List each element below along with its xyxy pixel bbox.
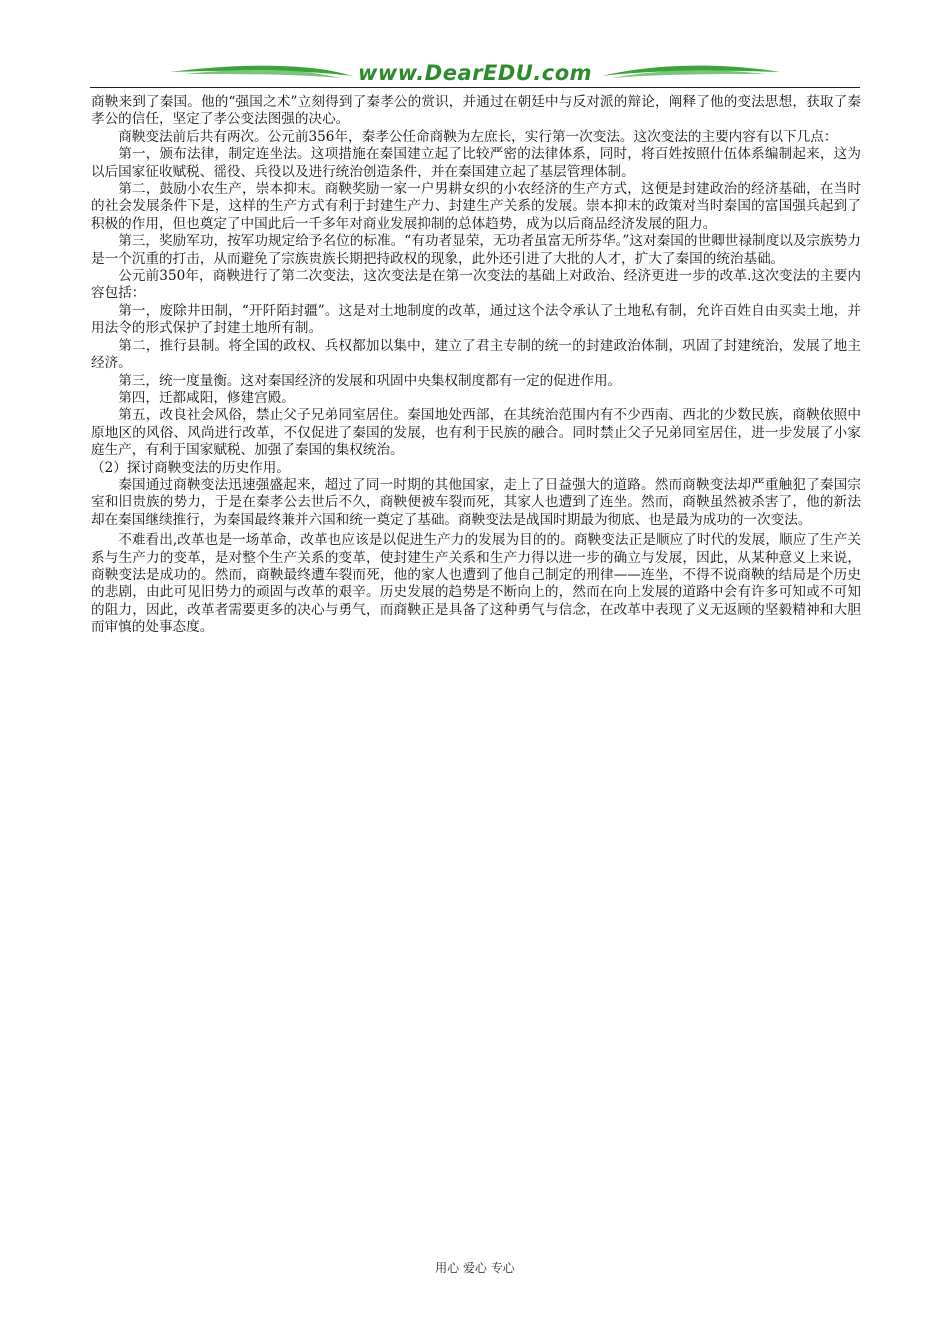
paragraph-9: 第三，统一度量衡。这对秦国经济的发展和巩固中央集权制度都有一定的促进作用。	[118, 372, 622, 389]
paragraph-13: 不难看出,改革也是一场革命，改革也应该是以促进生产力的发展为目的的。商鞅变法正是顺应了时代的发展，顺应了生产关系与生产力的变革，是对整个生产关系的变革，使封建生产关系和生产力得以进一步的确立与发展，因此，从某种意义上来说，商鞅变法是成功的。然而，商鞅最终遭车裂而死，他的家人也遭到了他自己制定的刑律——连坐，不得不说商鞅的结局是个历史的悲剧，由此可见旧势力的顽固与改革的艰辛。历史发展的趋势是不断向上的，然而在向上发展的道路中会有许多可知或不可知的阻力，因此，改革者需要更多的决心与勇气，而商鞅正是具备了这种勇气与信念，在改革中表现了义无返顾的坚毅精神和大胆而审慎的处事态度。	[91, 532, 861, 636]
article-body	[91, 94, 861, 637]
paragraph-5: 第三，奖励军功，按军功规定给予名位的标准。“有功者显荣，无功者虽富无所芬华。”这对秦国的世卿世禄制度以及宗族势力是一个沉重的打击，从而避免了宗族贵族长期把持政权的现象，此外还引进了大批的人才，扩大了秦国的统治基础。	[91, 233, 861, 267]
paragraph-7: 第一，废除井田制，“开阡陌封疆”。这是对土地制度的改革，通过这个法令承认了土地私有制，允许百姓自由买卖土地，并用法令的形式保护了封建土地所有制。	[91, 302, 861, 337]
page-header	[90, 56, 860, 90]
page-footer: 用心 爱心 专心	[435, 1261, 515, 1275]
paragraph-12: 秦国通过商鞅变法迅速强盛起来，超过了同一时期的其他国家，走上了日益强大的道路。然而商鞅变法却严重触犯了秦国宗室和旧贵族的势力，于是在秦孝公去世后不久，商鞅便被车裂而死，其家人也遭到了连坐。然而，商鞅虽然被杀害了，他的新法却在秦国继续推行，为秦国最终兼并六国和统一奠定了基础。商鞅变法是战国时期最为彻底、也是最为成功的一次变法。	[91, 476, 861, 528]
paragraph-3: 第一，颁布法律，制定连坐法。这项措施在秦国建立起了比较严密的法律体系，同时，将百姓按照什伍体系编制起来，这为以后国家征收赋税、徭役、兵役以及进行统治创造条件，并在秦国建立起了基层管理体制。	[91, 146, 861, 180]
paragraph-2: 商鞅变法前后共有两次。公元前356年，秦孝公任命商鞅为左庶长，实行第一次变法。这次变法的主要内容有以下几点：	[118, 128, 838, 145]
site-logo-text: www.DearEDU.com	[357, 61, 593, 85]
paragraph-11: 第五，改良社会风俗，禁止父子兄弟同室居住。秦国地处西部，在其统治范围内有不少西南、西北的少数民族，商鞅依照中原地区的风俗、风尚进行改革，不仅促进了秦国的发展，也有利于民族的融合。同时禁止父子兄弟同室居住，进一步发展了小家庭生产，有利于国家赋税、加强了秦国的集权统治。	[91, 407, 861, 459]
paragraph-10: 第四，迁都咸阳，修建宫殿。	[118, 389, 295, 406]
paragraph-8: 第二，推行县制。将全国的政权、兵权都加以集中，建立了君主专制的统一的封建政治体制，巩固了封建统治，发展了地主经济。	[91, 337, 861, 372]
paragraph-1: 商鞅来到了秦国。他的“强国之术”立刻得到了秦孝公的赏识，并通过在朝廷中与反对派的辩论，阐释了他的变法思想，获取了秦孝公的信任，坚定了孝公变法图强的决心。	[91, 94, 861, 128]
paragraph-4: 第二，鼓励小农生产，崇本抑末。商鞅奖励一家一户男耕女织的小农经济的生产方式，这便是封建政治的经济基础，在当时的社会发展条件下是，这样的生产方式有利于封建生产力、封建生产关系的发展。崇本抑末的政策对当时秦国的富国强兵起到了积极的作用，但也奠定了中国此后一千多年对商业发展抑制的总体趋势，成为以后商品经济发展的阻力。	[91, 181, 861, 232]
paragraph-6: 公元前350年，商鞅进行了第二次变法，这次变法是在第一次变法的基础上对政治、经济更进一步的改革.这次变法的主要内容包括：	[91, 268, 861, 302]
header-divider	[90, 87, 860, 88]
section-heading: （2）探讨商鞅变法的历史作用。	[91, 459, 290, 476]
